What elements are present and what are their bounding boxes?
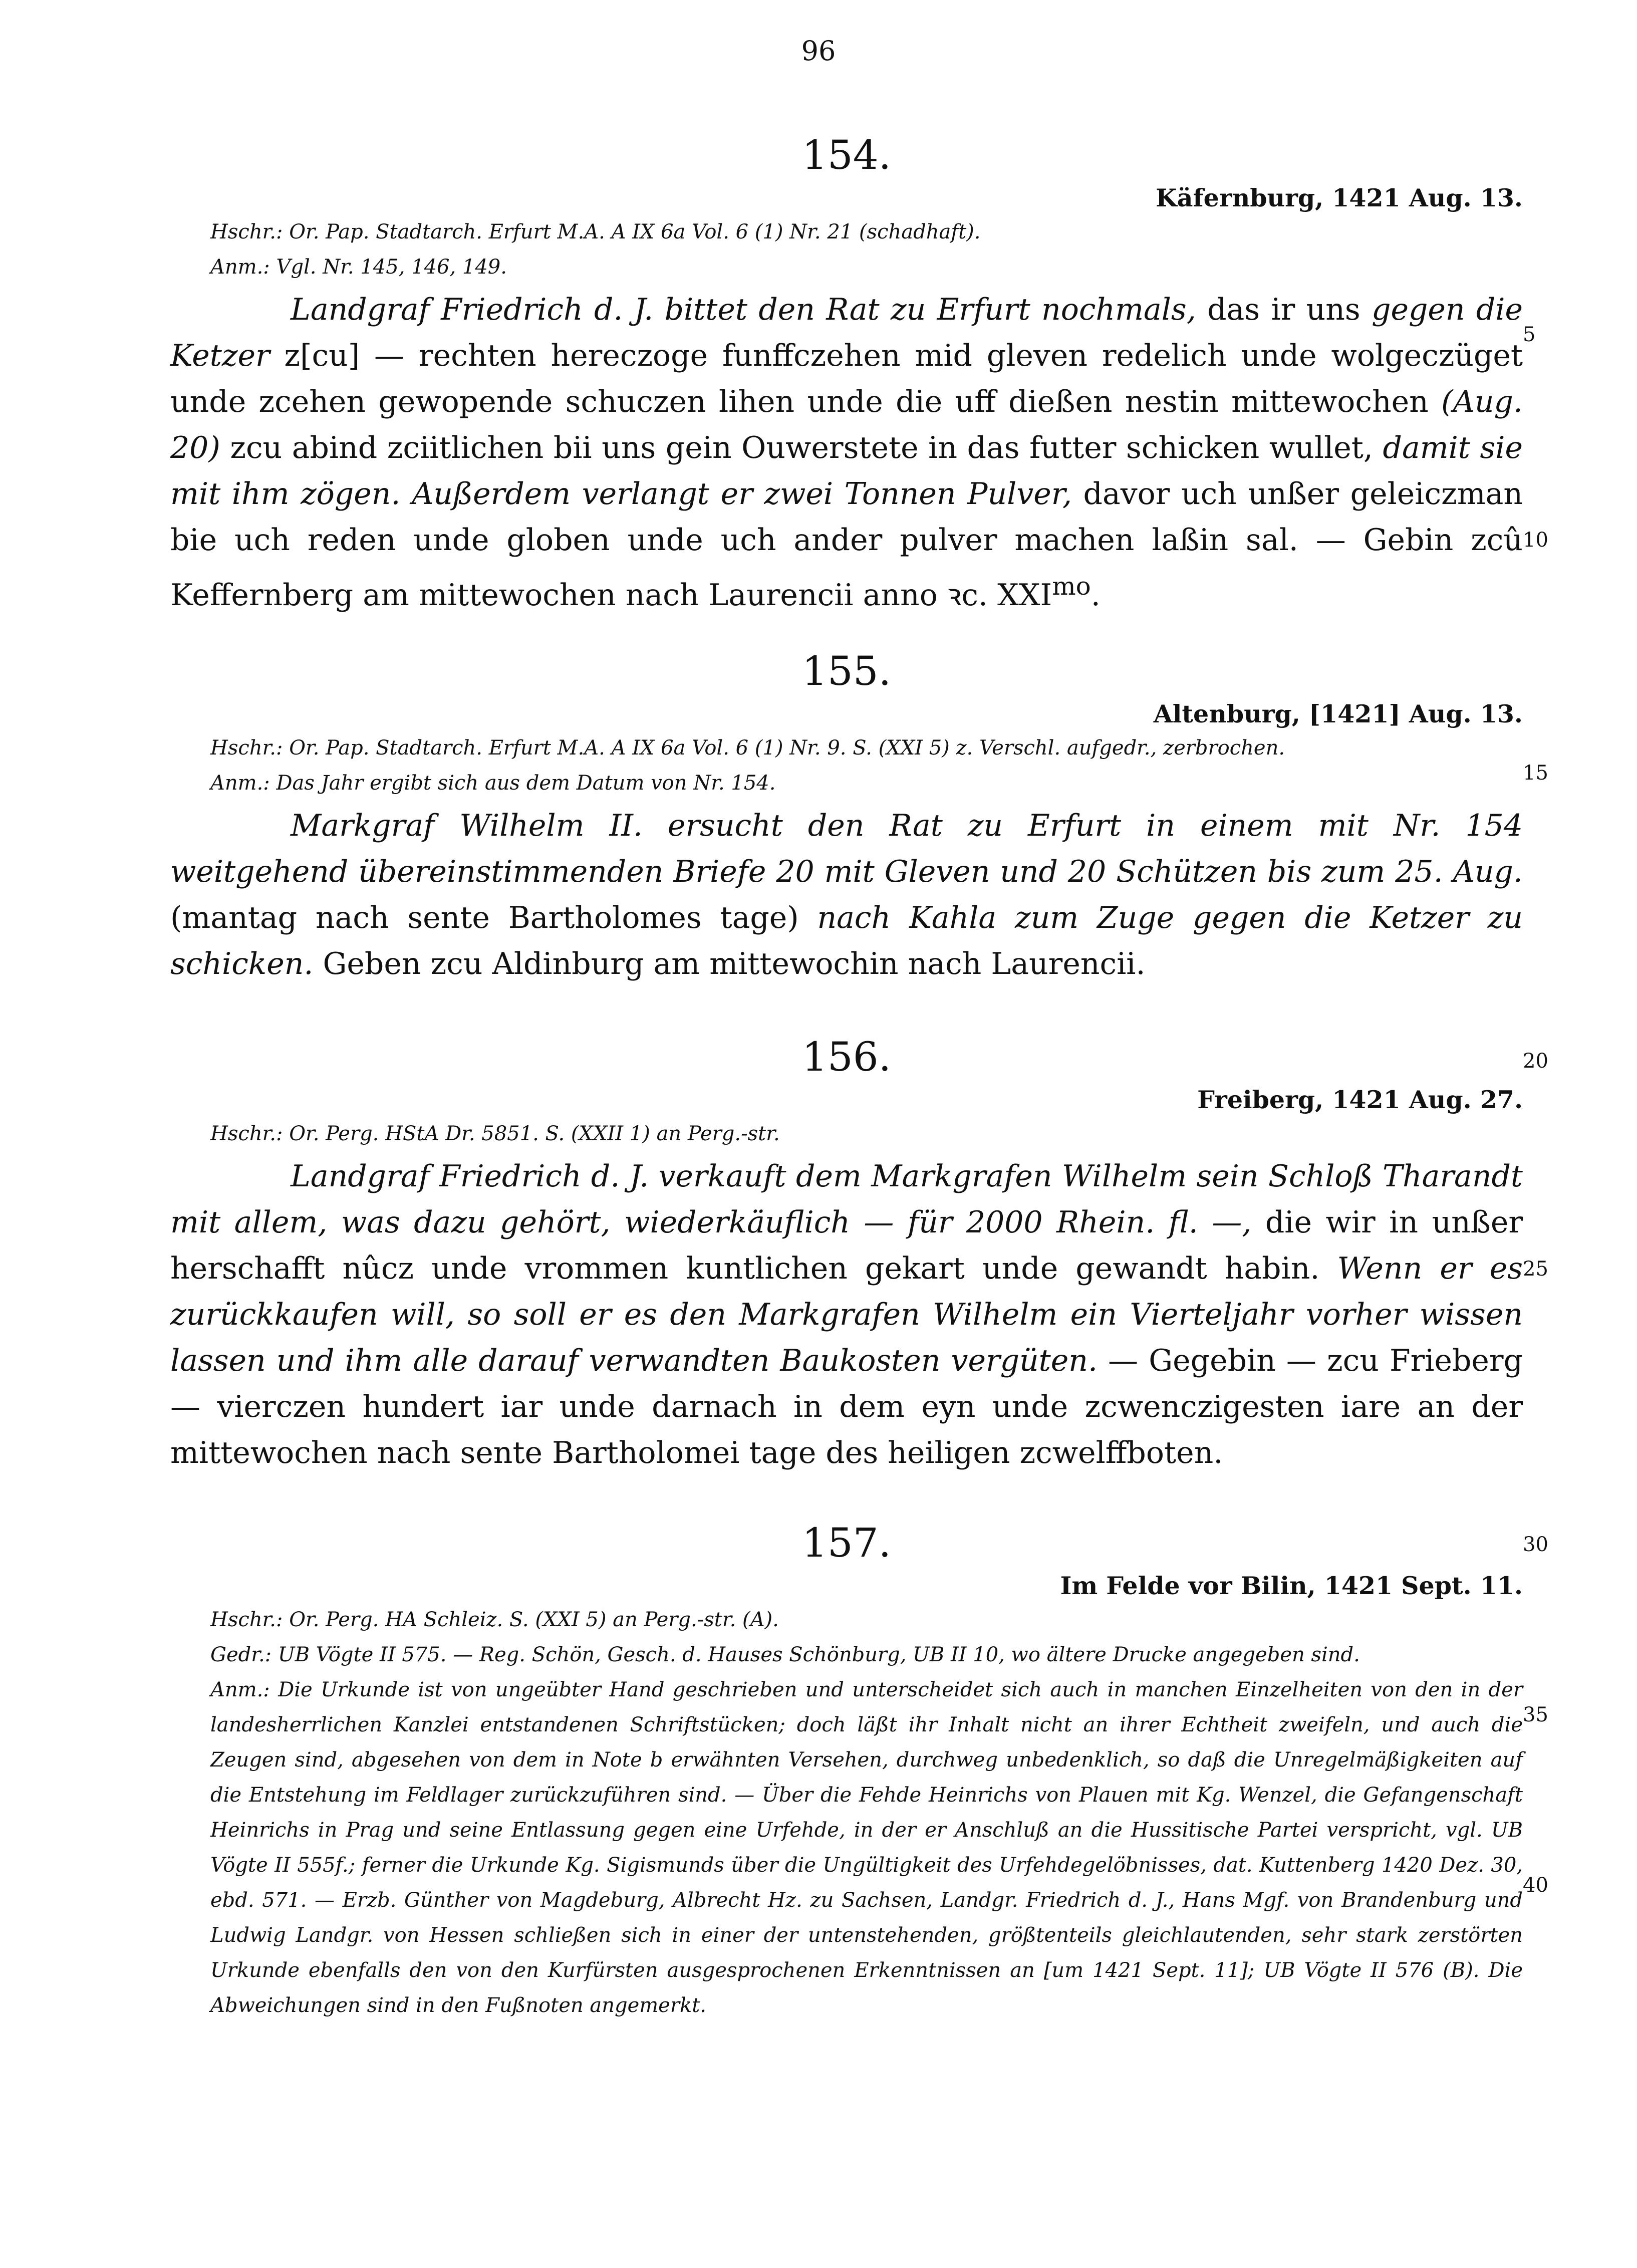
body-segment: — Gegebin — zcu Frieberg — vierczen hundert iar unde darnach in dem eyn unde zcwenczigesten iare an der mittewochen nach sente Bartholomei tage des heiligen zcwelffboten. bbox=[170, 1343, 1523, 1470]
document-number: 156. bbox=[801, 1034, 892, 1080]
remark-note: Anm.: Das Jahr ergibt sich aus dem Datum von Nr. 154. bbox=[210, 771, 776, 795]
body-segment: davor uch unßer geleiczman bie uch reden unde globen unde uch ander pulver machen laßin sal. — Gebin zcû Keffernberg am mittewochen nach Laurencii anno ꝛc. XXI bbox=[170, 476, 1523, 613]
body-segment: Geben zcu Aldinburg am mittewochin nach Laurencii. bbox=[313, 946, 1146, 981]
manuscript-note: Hschr.: Or. Perg. HStA Dr. 5851. S. (XXII 1) an Perg.-str. bbox=[210, 1122, 780, 1145]
body-segment: Wenn er es zurückkaufen will, so soll er es den Markgrafen Wilhelm ein Vierteljahr vorher wissen lassen und ihm alle darauf verwandten Baukosten vergüten. bbox=[170, 1250, 1523, 1378]
body-segment: Landgraf Friedrich d. J. bittet den Rat zu Erfurt nochmals, bbox=[291, 292, 1196, 327]
line-number: 30 bbox=[1523, 1533, 1548, 1556]
body-segment: damit sie mit ihm zögen. Außerdem verlangt er zwei Tonnen Pulver, bbox=[170, 430, 1523, 512]
place-date: Freiberg, 1421 Aug. 27. bbox=[1197, 1085, 1523, 1114]
place-date: Käfernburg, 1421 Aug. 13. bbox=[1156, 183, 1523, 212]
body-segment: Landgraf Friedrich d. J. verkauft dem Markgrafen Wilhelm sein Schloß Tharandt mit allem, was dazu gehört, wiederkäuflich — für 2000 Rhein. fl. —, bbox=[170, 1158, 1523, 1240]
manuscript-note: Hschr.: Or. Pap. Stadtarch. Erfurt M.A. A IX 6a Vol. 6 (1) Nr. 9. S. (XXI 5) z. Verschl. aufgedr., zerbrochen. bbox=[210, 736, 1285, 760]
body-segment: die wir in unßer herschafft nûcz unde vrommen kuntlichen gekart unde gewandt habin. bbox=[170, 1204, 1523, 1286]
document-number: 155. bbox=[801, 648, 892, 694]
body-segment: mo bbox=[1052, 571, 1091, 601]
line-number: 10 bbox=[1523, 529, 1548, 552]
place-date: Altenburg, [1421] Aug. 13. bbox=[1153, 699, 1523, 728]
document-body bbox=[170, 1153, 1523, 1476]
line-number: 35 bbox=[1523, 1703, 1548, 1726]
place-date: Im Felde vor Bilin, 1421 Sept. 11. bbox=[1060, 1571, 1523, 1600]
line-number: 25 bbox=[1523, 1257, 1548, 1281]
document-number: 154. bbox=[801, 132, 892, 178]
line-number: 15 bbox=[1523, 762, 1548, 785]
line-number: 20 bbox=[1523, 1050, 1548, 1073]
document-number: 157. bbox=[801, 1520, 892, 1566]
line-number: 40 bbox=[1523, 1874, 1548, 1897]
body-segment: Markgraf Wilhelm II. ersucht den Rat zu Erfurt in einem mit Nr. 154 weitgehend übereinstimmenden Briefe 20 mit Gleven und 20 Schützen bis zum 25. Aug. bbox=[170, 808, 1523, 889]
body-segment: das ir uns bbox=[1196, 292, 1372, 327]
body-segment: (Aug. 20) bbox=[170, 384, 1523, 465]
body-segment: gegen die Ketzer bbox=[170, 292, 1523, 373]
print-note: Gedr.: UB Vögte II 575. — Reg. Schön, Gesch. d. Hauses Schönburg, UB II 10, wo ältere Drucke angegeben sind. bbox=[210, 1643, 1360, 1666]
body-segment: nach Kahla zum Zuge gegen die Ketzer zu schicken. bbox=[170, 900, 1523, 981]
remark-note: Anm.: Die Urkunde ist von ungeübter Hand geschrieben und unterscheidet sich auch in manchen Einzelheiten von den in der landesherrlichen Kanzlei entstandenen Schriftstücken; doch läßt ihr Inhalt nicht an ihrer Echtheit zweifeln, und auch die Zeugen sind, abgesehen von dem in Note b erwähnten Versehen, durchweg unbedenklich, so daß die Unregelmäßigkeiten auf die Entstehung im Feldlager zurückzuführen sind. — Über die Fehde Heinrichs von Plauen mit Kg. Wenzel, die Gefangenschaft Heinrichs in Prag und seine Entlassung gegen eine Urfehde, in der er Anschluß an die Hussitische Partei verspricht, vgl. UB Vögte II 555f.; ferner die Urkunde Kg. Sigismunds über die Ungültigkeit des Urfehdegelöbnisses, dat. Kuttenberg 1420 Dez. 30, ebd. 571. — Erzb. Günther von Magdeburg, Albrecht Hz. zu Sachsen, Landgr. Friedrich d. J., Hans Mgf. von Brandenburg und Ludwig Landgr. von Hessen schließen sich in einer der untenstehenden, größtenteils gleichlautenden, sehr stark zerstörten Urkunde ebenfalls den von den Kurfürsten ausgesprochenen Erkenntnissen an [um 1421 Sept. 11]; UB Vögte II 576 (B). Die Abweichungen sind in den Fußnoten angemerkt. bbox=[210, 1678, 1523, 2017]
manuscript-note: Hschr.: Or. Pap. Stadtarch. Erfurt M.A. A IX 6a Vol. 6 (1) Nr. 21 (schadhaft). bbox=[210, 220, 981, 243]
document-body bbox=[170, 287, 1523, 618]
document-154 bbox=[170, 132, 1523, 618]
body-segment: (mantag nach sente Bartholomes tage) bbox=[170, 900, 817, 935]
document-157 bbox=[170, 1520, 1523, 2023]
document-155 bbox=[170, 648, 1523, 987]
body-segment: . bbox=[1090, 577, 1101, 613]
body-segment: zcu abind zciitlichen bii uns gein Ouwerstete in das futter schicken wullet, bbox=[220, 430, 1383, 465]
body-segment: z[cu] — rechten hereczoge funffczehen mid gleven redelich unde wolgeczüget unde zcehen gewopende schuczen lihen unde die uff dießen nestin mittewochen bbox=[170, 338, 1523, 419]
remark-note: Anm.: Vgl. Nr. 145, 146, 149. bbox=[210, 255, 507, 279]
document-body bbox=[170, 803, 1523, 987]
line-number: 5 bbox=[1523, 323, 1536, 346]
document-156 bbox=[170, 1034, 1523, 1476]
manuscript-note: Hschr.: Or. Perg. HA Schleiz. S. (XXI 5) an Perg.-str. (A). bbox=[210, 1608, 779, 1631]
page-number: 96 bbox=[801, 35, 836, 67]
